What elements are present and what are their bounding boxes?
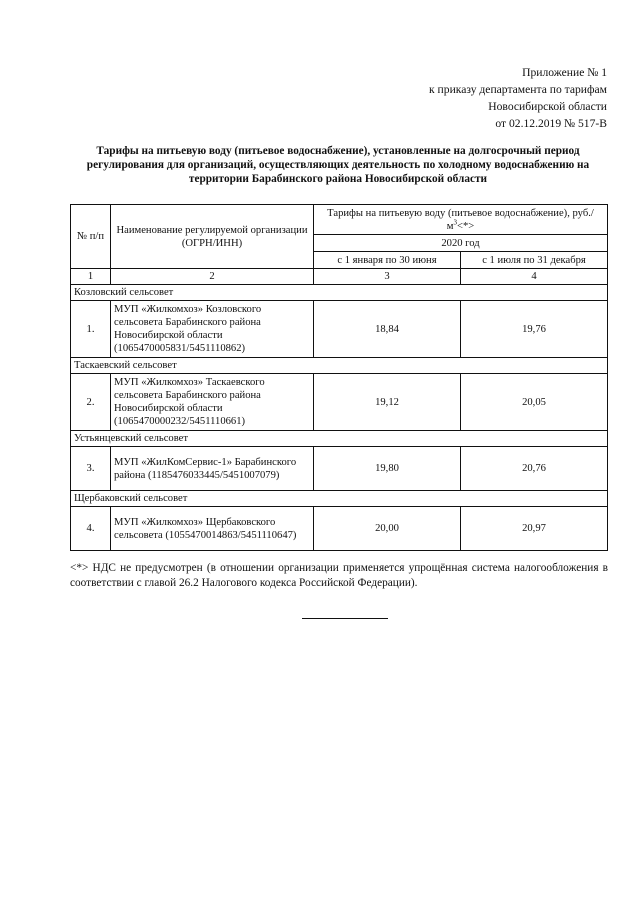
header-tariff-text: Тарифы на питьевую воду (питьевое водоснабжение), руб./м xyxy=(327,207,594,232)
section-name: Козловский сельсовет xyxy=(71,285,608,301)
section-name: Щербаковский сельсовет xyxy=(71,491,608,507)
column-number: 2 xyxy=(111,269,314,285)
header-year: 2020 год xyxy=(314,235,608,252)
section-row xyxy=(71,491,608,507)
appendix-line-1: Приложение № 1 xyxy=(522,66,607,79)
column-numbers-row xyxy=(71,269,608,285)
appendix-block xyxy=(307,64,607,132)
section-row xyxy=(71,285,608,301)
table-row xyxy=(71,507,608,551)
document-title: Тарифы на питьевую воду (питьевое водоснабжение), установленные на долгосрочный период регулирования для организаций, осуществляющих деятельность по холодному водоснабжению на территории Барабинского района Новосибирской области xyxy=(86,145,590,185)
tariff-second-half: 20,05 xyxy=(461,374,608,431)
header-num: № п/п xyxy=(71,205,111,269)
column-number: 4 xyxy=(461,269,608,285)
appendix-line-2: к приказу департамента по тарифам xyxy=(429,83,607,96)
tariff-first-half: 19,12 xyxy=(314,374,461,431)
table-row xyxy=(71,447,608,491)
tariff-second-half: 20,97 xyxy=(461,507,608,551)
row-number: 1. xyxy=(71,301,111,358)
tariff-first-half: 19,80 xyxy=(314,447,461,491)
closing-divider xyxy=(302,618,388,619)
row-number: 2. xyxy=(71,374,111,431)
organization-name: МУП «Жилкомхоз» Щербаковского сельсовета (1055470014863/5451110647) xyxy=(111,507,314,551)
tariff-first-half: 20,00 xyxy=(314,507,461,551)
header-period-2: с 1 июля по 31 декабря xyxy=(461,252,608,269)
column-number: 1 xyxy=(71,269,111,285)
organization-name: МУП «ЖилКомСервис-1» Барабинского района (1185476033445/5451007079) xyxy=(111,447,314,491)
row-number: 3. xyxy=(71,447,111,491)
header-period-1: с 1 января по 30 июня xyxy=(314,252,461,269)
section-row xyxy=(71,358,608,374)
header-tariff-sup: 3 xyxy=(453,217,457,226)
organization-name: МУП «Жилкомхоз» Таскаевского сельсовета Барабинского района Новосибирской области (1065470000232/5451110661) xyxy=(111,374,314,431)
tariffs-table xyxy=(70,204,608,551)
section-row xyxy=(71,431,608,447)
header-tariff-footnote: <*> xyxy=(456,220,475,232)
row-number: 4. xyxy=(71,507,111,551)
organization-name: МУП «Жилкомхоз» Козловского сельсовета Барабинского района Новосибирской области (1065470005831/5451110862) xyxy=(111,301,314,358)
table-row xyxy=(71,301,608,358)
tariff-first-half: 18,84 xyxy=(314,301,461,358)
header-tariff xyxy=(314,205,608,235)
section-name: Устьянцевский сельсовет xyxy=(71,431,608,447)
column-number: 3 xyxy=(314,269,461,285)
section-name: Таскаевский сельсовет xyxy=(71,358,608,374)
header-org: Наименование регулируемой организации (ОГРН/ИНН) xyxy=(111,205,314,269)
table-row xyxy=(71,374,608,431)
tariff-second-half: 20,76 xyxy=(461,447,608,491)
tariff-second-half: 19,76 xyxy=(461,301,608,358)
appendix-line-4: от 02.12.2019 № 517-В xyxy=(495,117,607,130)
footnote: <*> НДС не предусмотрен (в отношении организации применяется упрощённая система налогообложения в соответствии с главой 26.2 Налогового кодекса Российской Федерации). xyxy=(70,562,608,589)
appendix-line-3: Новосибирской области xyxy=(488,100,607,113)
